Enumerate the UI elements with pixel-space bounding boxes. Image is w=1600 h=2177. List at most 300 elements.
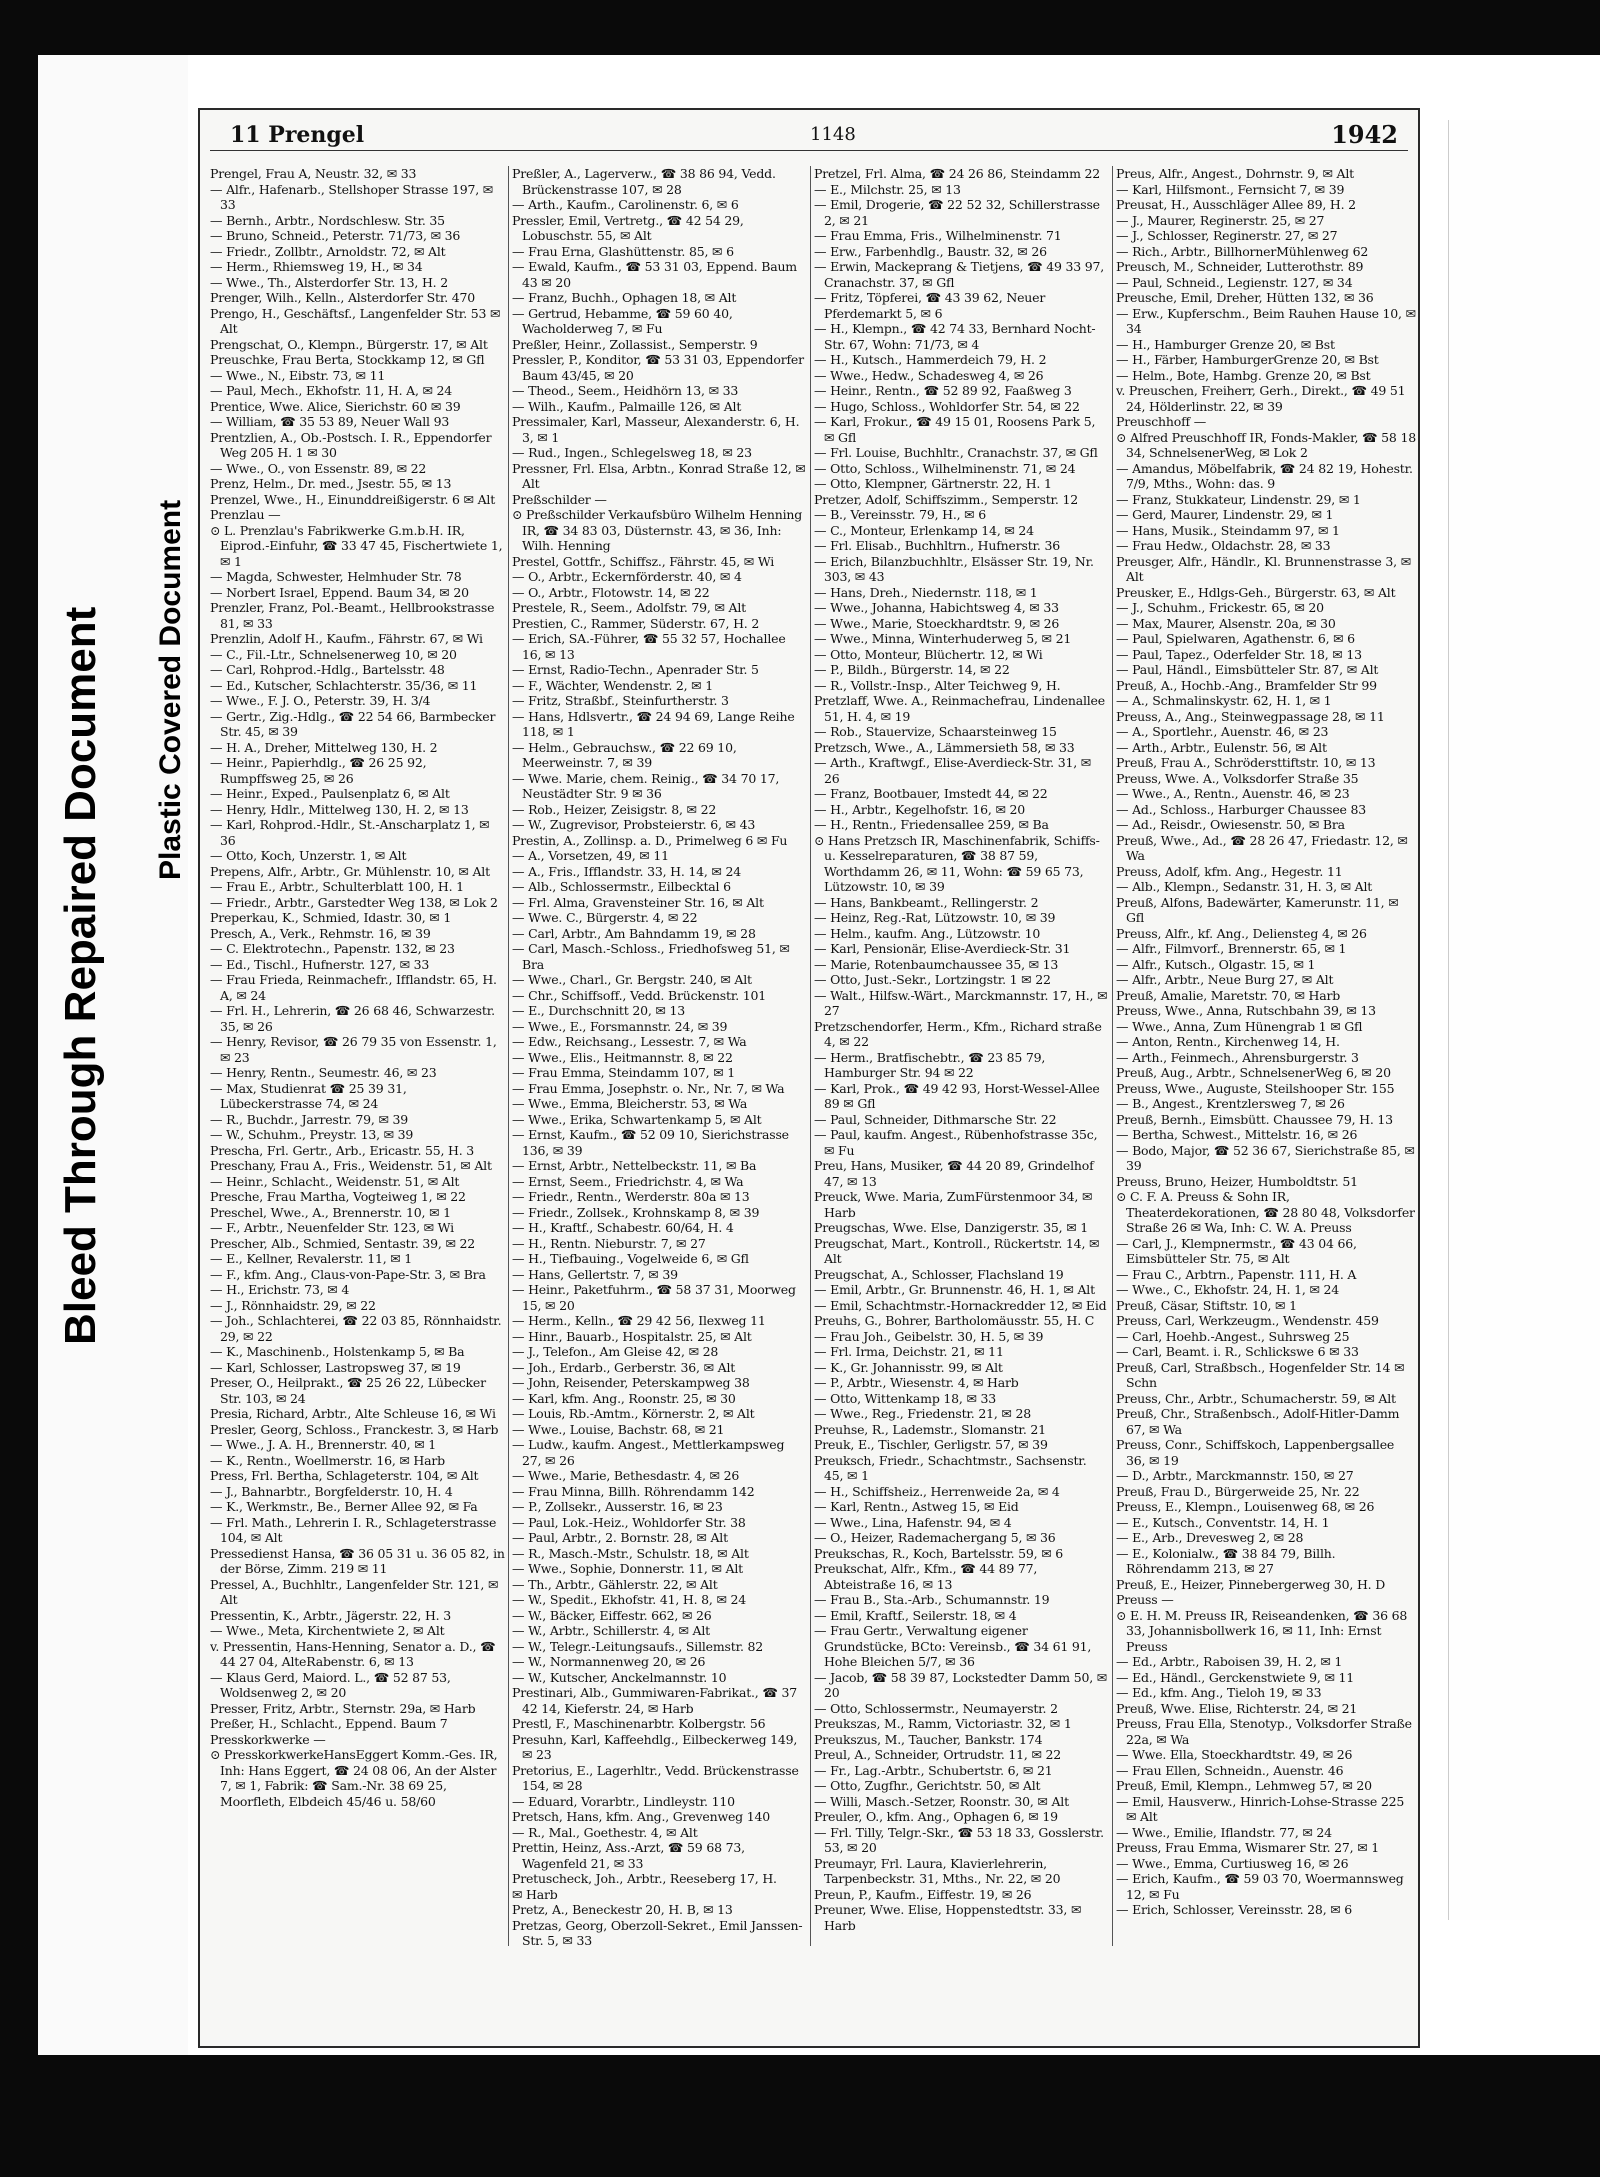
directory-entry: — Frau Emma, Steindamm 107, ✉ 1	[512, 1065, 735, 1080]
directory-entry: Prestl, F., Maschinenarbtr. Kolbergstr. 56	[512, 1716, 766, 1731]
directory-entry: — Wwe., Emilie, Iflandstr. 77, ✉ 24	[1116, 1824, 1332, 1840]
directory-entry: Prestinari, Alb., Gummiwaren-Fabrikat., ☎ 37 42 14, Kieferstr. 24, ✉ Harb	[512, 1685, 797, 1716]
directory-entry: — Rich., Arbtr., BillhornerMühlenweg 62	[1116, 243, 1369, 259]
directory-entry: Preßschilder —	[512, 491, 607, 507]
directory-entry: — W., Arbtr., Schillerstr. 4, ✉ Alt	[512, 1623, 710, 1638]
directory-entry: — Alb., Schlossermstr., Eilbecktal 6	[512, 879, 731, 894]
scan-border-left	[0, 0, 38, 2177]
directory-entry: Preusche, Emil, Dreher, Hütten 132, ✉ 36	[1116, 290, 1374, 305]
directory-entry: v. Preuschen, Freiherr, Gerh., Direkt., ☎ 49 51 24, Hölderlinstr. 22, ✉ 39	[1116, 383, 1406, 414]
page-number: 1148	[810, 124, 856, 145]
directory-entry: — Emil, Kraftf., Seilerstr. 18, ✉ 4	[814, 1607, 1017, 1623]
directory-entry: Preuß, Aug., Arbtr., SchnelsenerWeg 6, ✉ 20	[1116, 1065, 1391, 1080]
directory-entry: — Otto, Klempner, Gärtnerstr. 22, H. 1	[814, 476, 1052, 491]
directory-entry: — Erich, Kaufm., ☎ 59 03 70, Woermannsweg 12, ✉ Fu	[1116, 1871, 1404, 1902]
directory-entry: Preuß, Wwe., Ad., ☎ 28 26 47, Friedastr. 12, ✉ Wa	[1116, 832, 1408, 863]
directory-entry: Preus, Alfr., Angest., Dohrnstr. 9, ✉ Alt	[1116, 166, 1355, 181]
scan-border-top	[38, 0, 1600, 55]
directory-entry: — Ernst, Radio-Techn., Apenrader Str. 5	[512, 662, 759, 677]
directory-entry: — Frl. Alma, Gravensteiner Str. 16, ✉ Alt	[512, 894, 764, 910]
label-repaired: Repaired Document	[56, 606, 105, 1023]
directory-entry: — W., Spedit., Ekhofstr. 41, H. 8, ✉ 24	[512, 1592, 747, 1607]
directory-entry: — H., Hamburger Grenze 20, ✉ Bst	[1116, 336, 1335, 352]
directory-entry: Preuner, Wwe. Elise, Hoppenstedtstr. 33, ✉ Harb	[814, 1902, 1082, 1933]
directory-entry: — Heinr., Paketfuhrm., ☎ 58 37 31, Moorweg 15, ✉ 20	[512, 1282, 796, 1313]
directory-entry: Presser, Fritz, Arbtr., Sternstr. 29a, ✉ Harb	[210, 1700, 476, 1716]
directory-entry: ⊙ E. H. M. Preuss IR, Reiseandenken, ☎ 36 68 33, Johannisbollwerk 16, ✉ 11, Inh: Ernst Preuss	[1116, 1607, 1408, 1654]
directory-entry: — Helm., Gebrauchsw., ☎ 22 69 10, Meerweinstr. 7, ✉ 39	[512, 739, 737, 770]
directory-entry: — Frau E., Arbtr., Schulterblatt 100, H. 1	[210, 879, 464, 894]
directory-entry: — H., Arbtr., Kegelhofstr. 16, ✉ 20	[814, 801, 1026, 817]
directory-entry: — Erw., Farbenhdlg., Baustr. 32, ✉ 26	[814, 243, 1047, 259]
directory-entry: Preuss, Adolf, kfm. Ang., Hegestr. 11	[1116, 863, 1343, 879]
directory-entry: — Arth., Feinmech., Ahrensburgerstr. 3	[1116, 1049, 1359, 1065]
directory-entry: — Wwe., Reg., Friedenstr. 21, ✉ 28	[814, 1406, 1031, 1421]
directory-entry: Pressentin, K., Arbtr., Jägerstr. 22, H. 3	[210, 1607, 451, 1623]
directory-entry: — Paul, Spielwaren, Agathenstr. 6, ✉ 6	[1116, 631, 1355, 646]
directory-entry: — Wwe., E., Forsmannstr. 24, ✉ 39	[512, 1018, 728, 1034]
directory-entry: — Amandus, Möbelfabrik, ☎ 24 82 19, Hohestr. 7/9, Mths., Wohn: das. 9	[1116, 460, 1413, 491]
directory-entry: — H., Kutsch., Hammerdeich 79, H. 2	[814, 352, 1047, 367]
header-left: 11 Prengel	[230, 122, 365, 148]
directory-entry: Pretsch, Hans, kfm. Ang., Grevenweg 140	[512, 1809, 770, 1824]
directory-entry: — O., Heizer, Rademachergang 5, ✉ 36	[814, 1530, 1056, 1545]
directory-entry: Pretzschendorfer, Herm., Kfm., Richard straße 4, ✉ 22	[814, 1018, 1102, 1049]
directory-entry: Pressner, Frl. Elsa, Arbtn., Konrad Straße 12, ✉ Alt	[512, 460, 806, 491]
directory-entry: — Bertha, Schwest., Mittelstr. 16, ✉ 26	[1116, 1127, 1358, 1142]
directory-entry: — Willi, Masch.-Setzer, Roonstr. 30, ✉ Alt	[814, 1793, 1069, 1809]
directory-entry: Press, Frl. Bertha, Schlageterstr. 104, ✉ Alt	[210, 1468, 479, 1483]
directory-entry: — Erich, Bilanzbuchhltr., Elsässer Str. 19, Nr. 303, ✉ 43	[814, 553, 1094, 584]
directory-entry: — B., Angest., Krentzlersweg 7, ✉ 26	[1116, 1096, 1345, 1111]
directory-entry: — Helm., Bote, Hambg. Grenze 20, ✉ Bst	[1116, 367, 1371, 383]
directory-entry: Preukszus, M., Taucher, Bankstr. 174	[814, 1731, 1043, 1747]
directory-entry: — D., Arbtr., Marckmannstr. 150, ✉ 27	[1116, 1468, 1354, 1483]
directory-entry: — E., Kolonialw., ☎ 38 84 79, Billh. Röhrendamm 213, ✉ 27	[1116, 1545, 1336, 1576]
directory-entry: — C., Fil.-Ltr., Schnelsenerweg 10, ✉ 20	[210, 646, 457, 662]
directory-entry: — Heinr., Papierhdlg., ☎ 26 25 92, Rumpffsweg 25, ✉ 26	[210, 755, 427, 786]
directory-entry: — Wwe., Erika, Schwartenkamp 5, ✉ Alt	[512, 1111, 762, 1127]
header-year: 1942	[1331, 120, 1398, 149]
directory-entry: — Herm., Kelln., ☎ 29 42 56, Ilexweg 11	[512, 1313, 766, 1328]
directory-entry: — Theod., Seem., Heidhörn 13, ✉ 33	[512, 383, 739, 398]
directory-entry: Preuß, Bernh., Eimsbütt. Chaussee 79, H. 13	[1116, 1111, 1393, 1127]
directory-entry: — Otto, Schlossermstr., Neumayerstr. 2	[814, 1700, 1058, 1716]
directory-entry: Pressedienst Hansa, ☎ 36 05 31 u. 36 05 82, in der Börse, Zimm. 219 ✉ 11	[210, 1545, 505, 1576]
directory-column-1	[210, 166, 505, 1966]
column-divider	[1112, 166, 1113, 1946]
directory-entry: — Henry, Hdlr., Mittelweg 130, H. 2, ✉ 13	[210, 801, 469, 817]
directory-entry: — Alfr., Filmvorf., Brennerstr. 65, ✉ 1	[1116, 941, 1347, 956]
directory-entry: Presuhn, Karl, Kaffeehdlg., Eilbeckerweg 149, ✉ 23	[512, 1731, 798, 1762]
directory-entry: Prentice, Wwe. Alice, Sierichstr. 60 ✉ 39	[210, 398, 461, 414]
directory-entry: — Frl. H., Lehrerin, ☎ 26 68 46, Schwarzestr. 35, ✉ 26	[210, 1003, 495, 1034]
directory-entry: — Frau Minna, Billh. Röhrendamm 142	[512, 1483, 755, 1499]
directory-entry: Preun, P., Kaufm., Eiffestr. 19, ✉ 26	[814, 1886, 1032, 1902]
column-divider	[508, 166, 509, 1946]
directory-entry: Pretzer, Adolf, Schiffszimm., Semperstr. 12	[814, 491, 1078, 507]
directory-entry: — Henry, Rentn., Seumestr. 46, ✉ 23	[210, 1065, 437, 1080]
directory-entry: — Wwe., Hedw., Schadesweg 4, ✉ 26	[814, 367, 1044, 383]
directory-entry: Preuss, Bruno, Heizer, Humboldtstr. 51	[1116, 1173, 1358, 1189]
directory-entry: — K., Maschinenb., Holstenkamp 5, ✉ Ba	[210, 1344, 465, 1359]
directory-entry: Pretzlaff, Wwe. A., Reinmachefrau, Lindenallee 51, H. 4, ✉ 19	[814, 693, 1105, 724]
directory-entry: Preuschke, Frau Berta, Stockkamp 12, ✉ Gfl	[210, 352, 485, 367]
directory-entry: — Ed., kfm. Ang., Tieloh 19, ✉ 33	[1116, 1685, 1322, 1700]
directory-entry: — R., Buchdr., Jarrestr. 79, ✉ 39	[210, 1111, 409, 1127]
directory-entry: — F., Wächter, Wendenstr. 2, ✉ 1	[512, 677, 713, 693]
directory-entry: — Frl. Irma, Deichstr. 21, ✉ 11	[814, 1344, 1004, 1359]
directory-column-2	[512, 166, 807, 1966]
directory-entry: — Wwe., Marie, Bethesdastr. 4, ✉ 26	[512, 1468, 740, 1483]
directory-entry: — John, Reisender, Peterskampweg 38	[512, 1375, 750, 1390]
directory-entry: ⊙ C. F. A. Preuss & Sohn IR, Theaterdekorationen, ☎ 28 80 48, Volksdorfer Straße 26 ✉ Wa, Inh: C. W. A. Preuss	[1116, 1189, 1415, 1235]
directory-entry: Preuss, Conr., Schiffskoch, Lappenbergsallee 36, ✉ 19	[1116, 1437, 1395, 1468]
directory-entry: — Arth., Kaufm., Carolinenstr. 6, ✉ 6	[512, 197, 739, 212]
directory-entry: — Helm., kaufm. Ang., Lützowstr. 10	[814, 925, 1041, 941]
directory-entry: Preugschat, Mart., Kontroll., Rückertstr. 14, ✉ Alt	[814, 1235, 1100, 1266]
directory-entry: Prepens, Alfr., Arbtr., Gr. Mühlenstr. 10, ✉ Alt	[210, 863, 490, 879]
directory-entry: — Wwe., Th., Alsterdorfer Str. 13, H. 2	[210, 274, 448, 290]
directory-entry: — W., Bäcker, Eiffestr. 662, ✉ 26	[512, 1607, 712, 1623]
directory-entry: Prenzler, Franz, Pol.-Beamt., Hellbrookstrasse 81, ✉ 33	[210, 600, 495, 631]
directory-entry: — H., Färber, HamburgerGrenze 20, ✉ Bst	[1116, 352, 1379, 367]
directory-entry: Preuk, E., Tischler, Gerligstr. 57, ✉ 39	[814, 1437, 1048, 1452]
directory-entry: — Ed., Kutscher, Schlachterstr. 35/36, ✉ 11	[210, 677, 478, 693]
directory-entry: Preukszas, M., Ramm, Victoriastr. 32, ✉ 1	[814, 1716, 1072, 1731]
directory-entry: Pressimaler, Karl, Masseur, Alexanderstr. 6, H. 3, ✉ 1	[512, 414, 800, 445]
directory-entry: — H., Tiefbauing., Vogelweide 6, ✉ Gfl	[512, 1251, 749, 1266]
directory-entry: — Frau Joh., Geibelstr. 30, H. 5, ✉ 39	[814, 1328, 1044, 1344]
directory-entry: — Ernst, Arbtr., Nettelbeckstr. 11, ✉ Ba	[512, 1158, 757, 1173]
directory-entry: — Hans, Hdlsvertr., ☎ 24 94 69, Lange Reihe 118, ✉ 1	[512, 708, 795, 739]
directory-entry: — Marie, Rotenbaumchaussee 35, ✉ 13	[814, 956, 1059, 972]
directory-entry: Pretorius, E., Lagerhltr., Vedd. Brückenstrasse 154, ✉ 28	[512, 1762, 799, 1793]
directory-entry: — Paul, Lok.-Heiz., Wohldorfer Str. 38	[512, 1514, 746, 1530]
directory-entry: Prentzlien, A., Ob.-Postsch. I. R., Eppendorfer Weg 205 H. 1 ✉ 30	[210, 429, 492, 460]
directory-entry: — J., Bahnarbtr., Borgfelderstr. 10, H. 4	[210, 1483, 453, 1499]
directory-entry: — Frau Erna, Glashüttenstr. 85, ✉ 6	[512, 243, 734, 259]
directory-entry: — Karl, Rohprod.-Hdlr., St.-Anscharplatz 1, ✉ 36	[210, 817, 490, 848]
directory-entry: Preuß, Amalie, Maretstr. 70, ✉ Harb	[1116, 987, 1341, 1003]
directory-entry: — F., kfm. Ang., Claus-von-Pape-Str. 3, ✉ Bra	[210, 1266, 486, 1282]
directory-entry: — Wwe., J. A. H., Brennerstr. 40, ✉ 1	[210, 1437, 436, 1452]
directory-entry: — Magda, Schwester, Helmhuder Str. 78	[210, 569, 462, 584]
directory-entry: Prestele, R., Seem., Adolfstr. 79, ✉ Alt	[512, 600, 746, 615]
adjacent-page-edge	[1448, 120, 1600, 1920]
directory-entry: — Karl, Schlosser, Lastropsweg 37, ✉ 19	[210, 1359, 461, 1375]
directory-entry: — P., Bildh., Bürgerstr. 14, ✉ 22	[814, 662, 1010, 677]
directory-entry: — Wwe. Marie, chem. Reinig., ☎ 34 70 17, Neustädter Str. 9 ✉ 36	[512, 770, 780, 801]
directory-entry: — Paul, Tapez., Oderfelder Str. 18, ✉ 13	[1116, 646, 1362, 662]
directory-entry: — Alfr., Hafenarb., Stellshoper Strasse 197, ✉ 33	[210, 181, 494, 212]
directory-entry: — Rud., Ingen., Schlegelsweg 18, ✉ 23	[512, 445, 752, 460]
directory-entry: ✉ Harb	[512, 1886, 558, 1902]
directory-entry: Preperkau, K., Schmied, Idastr. 30, ✉ 1	[210, 910, 452, 925]
directory-entry: ⊙ Preßschilder Verkaufsbüro Wilhelm Henning IR, ☎ 34 83 03, Düsternstr. 43, ✉ 36, Inh: Wilh. Henning	[512, 507, 803, 553]
column-divider	[810, 166, 811, 1946]
directory-entry: — Paul, Händl., Eimsbütteler Str. 87, ✉ Alt	[1116, 662, 1379, 677]
scan-border-bottom	[38, 2055, 1600, 2177]
directory-entry: Presia, Richard, Arbtr., Alte Schleuse 16, ✉ Wi	[210, 1406, 496, 1421]
directory-entry: Preuß, Alfons, Badewärter, Kamerunstr. 11, ✉ Gfl	[1116, 894, 1399, 925]
directory-entry: — Emil, Drogerie, ☎ 22 52 32, Schillerstrasse 2, ✉ 21	[814, 197, 1100, 228]
directory-entry: — Hugo, Schloss., Wohldorfer Str. 54, ✉ 22	[814, 398, 1080, 414]
directory-entry: — Frl. Math., Lehrerin I. R., Schlageterstrasse 104, ✉ Alt	[210, 1514, 497, 1545]
directory-entry: Pretzas, Georg, Oberzoll-Sekret., Emil Janssen-Str. 5, ✉ 33	[512, 1917, 803, 1948]
directory-entry: — Arth., Arbtr., Eulenstr. 56, ✉ Alt	[1116, 739, 1327, 755]
directory-entry: Preuss —	[1116, 1592, 1174, 1607]
directory-entry: Preusger, Alfr., Händlr., Kl. Brunnenstrasse 3, ✉ Alt	[1116, 553, 1411, 584]
directory-entry: — Max, Studienrat ☎ 25 39 31, Lübeckerstrasse 74, ✉ 24	[210, 1080, 407, 1111]
directory-entry: — Gertr., Zig.-Hdlg., ☎ 22 54 66, Barmbecker Str. 45, ✉ 39	[210, 708, 496, 739]
directory-entry: — F., Arbtr., Neuenfelder Str. 123, ✉ Wi	[210, 1220, 454, 1235]
directory-entry: Prenger, Wilh., Kelln., Alsterdorfer Str. 470	[210, 290, 476, 305]
directory-entry: — Heinr., Exped., Paulsenplatz 6, ✉ Alt	[210, 786, 450, 801]
directory-entry: — Karl, Frokur., ☎ 49 15 01, Roosens Park 5, ✉ Gfl	[814, 414, 1096, 445]
directory-entry: — Carl, Masch.-Schloss., Friedhofsweg 51, ✉ Bra	[512, 941, 790, 972]
directory-entry: — Wwe., Charl., Gr. Bergstr. 240, ✉ Alt	[512, 972, 752, 987]
directory-entry: Preuksch, Friedr., Schachtmstr., Sachsenstr. 45, ✉ 1	[814, 1452, 1087, 1483]
directory-entry: — H., Schiffsheiz., Herrenweide 2a, ✉ 4	[814, 1483, 1060, 1499]
directory-entry: Preuss, Alfr., kf. Ang., Deliensteg 4, ✉ 26	[1116, 925, 1367, 941]
directory-column-3	[814, 166, 1109, 1966]
directory-entry: — Frau C., Arbtrn., Papenstr. 111, H. A	[1116, 1266, 1357, 1282]
label-bleed-through: Bleed Through	[56, 1034, 105, 1345]
directory-entry: Presskorkwerke —	[210, 1731, 326, 1747]
directory-entry: Preusch, M., Schneider, Lutterothstr. 89	[1116, 259, 1364, 274]
directory-entry: Prenzlin, Adolf H., Kaufm., Fährstr. 67, ✉ Wi	[210, 631, 483, 646]
directory-entry: Prestien, C., Rammer, Süderstr. 67, H. 2	[512, 615, 760, 631]
directory-entry: Preuss, Wwe. A., Volksdorfer Straße 35	[1116, 770, 1359, 786]
directory-entry: — Otto, Schloss., Wilhelminenstr. 71, ✉ 24	[814, 460, 1076, 476]
directory-entry: — Anton, Rentn., Kirchenweg 14, H.	[1116, 1034, 1340, 1049]
directory-entry: — E., Arb., Drevesweg 2, ✉ 28	[1116, 1530, 1304, 1545]
directory-entry: Pressler, P., Konditor, ☎ 53 31 03, Eppendorfer Baum 43/45, ✉ 20	[512, 352, 804, 383]
directory-entry: — Frau Frieda, Reinmachefr., Ifflandstr. 65, H. A, ✉ 24	[210, 972, 497, 1003]
directory-entry: — Karl, Prok., ☎ 49 42 93, Horst-Wessel-Allee 89 ✉ Gfl	[814, 1080, 1100, 1111]
directory-entry: — Fritz, Töpferei, ☎ 43 39 62, Neuer Pferdemarkt 5, ✉ 6	[814, 290, 1046, 321]
directory-entry: — Wwe., Minna, Winterhuderweg 5, ✉ 21	[814, 631, 1072, 646]
directory-entry: — Joh., Schlachterei, ☎ 22 03 85, Rönnhaidstr. 29, ✉ 22	[210, 1313, 502, 1344]
directory-entry: — Paul, Arbtr., 2. Bornstr. 28, ✉ Alt	[512, 1530, 728, 1545]
directory-entry: — Hinr., Bauarb., Hospitalstr. 25, ✉ Alt	[512, 1328, 752, 1344]
directory-entry: — Jacob, ☎ 58 39 87, Lockstedter Damm 50, ✉ 20	[814, 1669, 1108, 1700]
directory-entry: Preßler, A., Lagerverw., ☎ 38 86 94, Vedd. Brückenstrasse 107, ✉ 28	[512, 166, 776, 197]
directory-entry: — E., Milchstr. 25, ✉ 13	[814, 181, 961, 197]
directory-entry: — K., Gr. Johannisstr. 99, ✉ Alt	[814, 1359, 1003, 1375]
directory-entry: — Frau Emma, Josephstr. o. Nr., Nr. 7, ✉ Wa	[512, 1080, 785, 1096]
directory-entry: — E., Durchschnitt 20, ✉ 13	[512, 1003, 685, 1018]
directory-entry: — Erich, Schlosser, Vereinsstr. 28, ✉ 6	[1116, 1902, 1353, 1917]
directory-entry: — Karl, Hilfsmont., Fernsicht 7, ✉ 39	[1116, 181, 1345, 197]
directory-entry: Preuschhoff —	[1116, 414, 1207, 429]
directory-entry: — W., Normannenweg 20, ✉ 26	[512, 1654, 706, 1669]
directory-entry: — Eduard, Vorarbtr., Lindleystr. 110	[512, 1793, 735, 1809]
directory-entry: — William, ☎ 35 53 89, Neuer Wall 93	[210, 414, 450, 429]
directory-entry: Prescher, Alb., Schmied, Sentastr. 39, ✉ 22	[210, 1235, 476, 1251]
directory-entry: — Gerd, Maurer, Lindenstr. 29, ✉ 1	[1116, 507, 1334, 522]
directory-entry: — Carl, J., Klempnermstr., ☎ 43 04 66, Eimsbütteler Str. 75, ✉ Alt	[1116, 1235, 1357, 1266]
directory-entry: — H., Erichstr. 73, ✉ 4	[210, 1282, 350, 1297]
directory-entry: — Walt., Hilfsw.-Wärt., Marckmannstr. 17, H., ✉ 27	[814, 987, 1108, 1018]
directory-entry: Presler, Georg, Schloss., Franckestr. 3, ✉ Harb	[210, 1421, 499, 1437]
directory-entry: — Wwe., Meta, Kirchentwiete 2, ✉ Alt	[210, 1623, 445, 1638]
directory-entry: Preu, Hans, Musiker, ☎ 44 20 89, Grindelhof 47, ✉ 13	[814, 1158, 1094, 1189]
directory-entry: — Otto, Zugfhr., Gerichtstr. 50, ✉ Alt	[814, 1778, 1041, 1793]
directory-entry: — Klaus Gerd, Maiord. L., ☎ 52 87 53, Woldsenweg 2, ✉ 20	[210, 1669, 451, 1700]
directory-entry: — Paul, Mech., Ekhofstr. 11, H. A, ✉ 24	[210, 383, 453, 398]
directory-entry: — Franz, Stukkateur, Lindenstr. 29, ✉ 1	[1116, 491, 1361, 507]
directory-entry: Presche, Frau Martha, Vogteiweg 1, ✉ 22	[210, 1189, 466, 1204]
directory-entry: — Erwin, Mackeprang & Tietjens, ☎ 49 33 97, Cranachstr. 37, ✉ Gfl	[814, 259, 1105, 290]
directory-entry: Preuhse, R., Lademstr., Slomanstr. 21	[814, 1421, 1046, 1437]
directory-entry: Prengo, H., Geschäftsf., Langenfelder Str. 53 ✉ Alt	[210, 305, 501, 336]
directory-entry: — Franz, Buchh., Ophagen 18, ✉ Alt	[512, 290, 737, 305]
directory-entry: Preukschat, Alfr., Kfm., ☎ 44 89 77, Abteistraße 16, ✉ 13	[814, 1561, 1038, 1592]
directory-entry: — O., Arbtr., Eckernförderstr. 40, ✉ 4	[512, 569, 742, 584]
directory-entry: — Joh., Erdarb., Gerberstr. 36, ✉ Alt	[512, 1359, 736, 1375]
directory-entry: — A., Vorsetzen, 49, ✉ 11	[512, 848, 669, 863]
directory-entry: Prengschat, O., Klempn., Bürgerstr. 17, ✉ Alt	[210, 336, 488, 352]
directory-entry: Preuß, Cäsar, Stiftstr. 10, ✉ 1	[1116, 1297, 1297, 1313]
directory-entry: ⊙ PresskorkwerkeHansEggert Komm.-Ges. IR, Inh: Hans Eggert, ☎ 24 08 06, An der Alster 7, ✉ 1, Fabrik: ☎ Sam.-Nr. 38 69 25, Moorfleth, Elbdeich 45/46 u. 58/60	[210, 1747, 498, 1809]
directory-entry: — Ewald, Kaufm., ☎ 53 31 03, Eppend. Baum 43 ✉ 20	[512, 259, 797, 290]
directory-entry: Prengel, Frau A, Neustr. 32, ✉ 33	[210, 166, 417, 181]
directory-entry: — Frau Gertr., Verwaltung eigener Grundstücke, BCto: Vereinsb., ☎ 34 61 91, Hohe Bleichen 5/7, ✉ 36	[814, 1623, 1092, 1669]
directory-entry: Pretz, A., Beneckestr 20, H. B, ✉ 13	[512, 1902, 733, 1917]
directory-entry: Preumayr, Frl. Laura, Klavierlehrerin, Tarpenbeckstr. 31, Mths., Nr. 22, ✉ 20	[814, 1855, 1061, 1886]
directory-entry: — Heinr., Schlacht., Weidenstr. 51, ✉ Alt	[210, 1173, 460, 1189]
directory-entry: — Hans, Bankbeamt., Rellingerstr. 2	[814, 894, 1039, 910]
directory-entry: — Louis, Rb.-Amtm., Körnerstr. 2, ✉ Alt	[512, 1406, 755, 1421]
directory-entry: — Alfr., Kutsch., Olgastr. 15, ✉ 1	[1116, 956, 1316, 972]
directory-entry: — Henry, Revisor, ☎ 26 79 35 von Essenstr. 1, ✉ 23	[210, 1034, 497, 1065]
directory-entry: — Hans, Musik., Steindamm 97, ✉ 1	[1116, 522, 1340, 538]
directory-entry: — Karl, Rentn., Astweg 15, ✉ Eid	[814, 1499, 1019, 1514]
directory-column-4	[1116, 166, 1416, 1966]
directory-entry: — Herm., Rhiemsweg 19, H., ✉ 34	[210, 259, 423, 274]
directory-entry: Preuler, O., kfm. Ang., Ophagen 6, ✉ 19	[814, 1809, 1058, 1824]
directory-entry: — C. Elektrotechn., Papenstr. 132, ✉ 23	[210, 941, 455, 956]
directory-entry: — W., Zugrevisor, Probsteierstr. 6, ✉ 43	[512, 817, 756, 832]
directory-entry: Prenz, Helm., Dr. med., Jsestr. 55, ✉ 13	[210, 476, 452, 491]
directory-entry: Preuhs, G., Bohrer, Bartholomäusstr. 55, H. C	[814, 1313, 1095, 1328]
directory-entry: — Carl, Arbtr., Am Bahndamm 19, ✉ 28	[512, 925, 756, 941]
directory-entry: — E., Kutsch., Conventstr. 14, H. 1	[1116, 1514, 1330, 1530]
directory-entry: — Ad., Schloss., Harburger Chaussee 83	[1116, 801, 1367, 817]
directory-entry: Preuck, Wwe. Maria, ZumFürstenmoor 34, ✉ Harb	[814, 1189, 1093, 1220]
directory-entry: — K., Rentn., Woellmerstr. 16, ✉ Harb	[210, 1452, 445, 1468]
directory-entry: Preugschat, A., Schlosser, Flachsland 19	[814, 1266, 1064, 1282]
directory-entry: — P., Zollsekr., Ausserstr. 16, ✉ 23	[512, 1499, 723, 1514]
directory-entry: — R., Mal., Goethestr. 4, ✉ Alt	[512, 1824, 698, 1840]
directory-entry: — Chr., Schiffsoff., Vedd. Brückenstr. 101	[512, 987, 767, 1003]
directory-entry: — Alb., Klempn., Sedanstr. 31, H. 3, ✉ Alt	[1116, 879, 1373, 894]
directory-entry: — Hans, Dreh., Niedernstr. 118, ✉ 1	[814, 584, 1038, 600]
directory-entry: — Ernst, Kaufm., ☎ 52 09 10, Sierichstrasse 136, ✉ 39	[512, 1127, 789, 1158]
directory-entry: Preusat, H., Ausschläger Allee 89, H. 2	[1116, 197, 1356, 212]
directory-entry: — Friedr., Zollsek., Krohnskamp 8, ✉ 39	[512, 1204, 760, 1220]
directory-entry: — Frau B., Sta.-Arb., Schumannstr. 19	[814, 1592, 1050, 1607]
directory-entry: — Wwe. C., Bürgerstr. 4, ✉ 22	[512, 910, 698, 925]
directory-page	[198, 108, 1420, 2048]
directory-entry: — Heinz, Reg.-Rat, Lützowstr. 10, ✉ 39	[814, 910, 1056, 925]
directory-entry: — Max, Maurer, Alsenstr. 20a, ✉ 30	[1116, 615, 1336, 631]
directory-entry: — Wwe., C., Ekhofstr. 24, H. 1, ✉ 24	[1116, 1282, 1340, 1297]
directory-entry: — K., Werkmstr., Be., Berner Allee 92, ✉ Fa	[210, 1499, 478, 1514]
directory-entry: — Karl, Pensionär, Elise-Averdieck-Str. 31	[814, 941, 1071, 956]
directory-entry: — A., Schmalinskystr. 62, H. 1, ✉ 1	[1116, 693, 1332, 708]
directory-entry: — J., Telefon., Am Gleise 42, ✉ 28	[512, 1344, 719, 1359]
directory-entry: — Frl. Tilly, Telgr.-Skr., ☎ 53 18 33, Gosslerstr. 53, ✉ 20	[814, 1824, 1104, 1855]
directory-entry: — Carl, Rohprod.-Hdlg., Bartelsstr. 48	[210, 662, 445, 677]
directory-entry: — Ed., Arbtr., Raboisen 39, H. 2, ✉ 1	[1116, 1654, 1343, 1669]
directory-entry: Prestel, Gottfr., Schiffsz., Fährstr. 45, ✉ Wi	[512, 553, 775, 569]
directory-entry: — Friedr., Zollbtr., Arnoldstr. 72, ✉ Alt	[210, 243, 446, 259]
directory-entry: — R., Masch.-Mstr., Schulstr. 18, ✉ Alt	[512, 1545, 749, 1561]
directory-entry: — J., Rönnhaidstr. 29, ✉ 22	[210, 1297, 376, 1313]
directory-entry: — C., Monteur, Erlenkamp 14, ✉ 24	[814, 522, 1034, 538]
directory-entry: — Hans, Gellertstr. 7, ✉ 39	[512, 1266, 678, 1282]
label-plastic-covered: Plastic Covered Document	[154, 499, 187, 880]
directory-entry: — Frau Emma, Fris., Wilhelminenstr. 71	[814, 228, 1062, 243]
directory-entry: — Wwe., A., Rentn., Auenstr. 46, ✉ 23	[1116, 786, 1350, 801]
directory-entry: Preuß, Emil, Klempn., Lehmweg 57, ✉ 20	[1116, 1778, 1372, 1793]
directory-entry: — Carl, Hoehb.-Angest., Suhrsweg 25	[1116, 1328, 1350, 1344]
directory-entry: Preul, A., Schneider, Ortrudstr. 11, ✉ 22	[814, 1747, 1062, 1762]
directory-entry: Prescha, Frl. Gertr., Arb., Ericastr. 55, H. 3	[210, 1142, 475, 1158]
directory-entry: — Ed., Händl., Gerckenstwiete 9, ✉ 11	[1116, 1669, 1355, 1685]
directory-entry: — Erw., Kupferschm., Beim Rauhen Hause 10, ✉ 34	[1116, 305, 1416, 336]
directory-entry: — Fr., Lag.-Arbtr., Schubertstr. 6, ✉ 21	[814, 1762, 1053, 1778]
directory-entry: Prenzel, Wwe., H., Einunddreißigerstr. 6 ✉ Alt	[210, 491, 496, 507]
directory-entry: — Franz, Bootbauer, Imstedt 44, ✉ 22	[814, 786, 1048, 801]
directory-entry: — Friedr., Arbtr., Garstedter Weg 138, ✉ Lok 2	[210, 894, 498, 910]
directory-entry: — Ludw., kaufm. Angest., Mettlerkampsweg 27, ✉ 26	[512, 1437, 785, 1468]
label-bleed-repaired	[56, 607, 106, 1345]
directory-entry: Preuss, Frau Emma, Wismarer Str. 27, ✉ 1	[1116, 1840, 1380, 1855]
directory-entry: Preusker, E., Hdlgs-Geh., Bürgerstr. 63, ✉ Alt	[1116, 584, 1396, 600]
directory-entry: Preuß, E., Heizer, Pinnebergerweg 30, H. D	[1116, 1576, 1386, 1592]
directory-entry: — Edw., Reichsang., Lessestr. 7, ✉ Wa	[512, 1034, 747, 1049]
directory-entry: Preuß, Frau A., Schrödersttiftstr. 10, ✉ 13	[1116, 755, 1376, 770]
directory-entry: Preuss, Wwe., Anna, Rutschbahn 39, ✉ 13	[1116, 1003, 1376, 1018]
directory-entry: — W., Schuhm., Preystr. 13, ✉ 39	[210, 1127, 414, 1142]
directory-entry: Prettin, Heinz, Ass.-Arzt, ☎ 59 68 73, Wagenfeld 21, ✉ 33	[512, 1840, 745, 1871]
directory-entry: Preßer, H., Schlacht., Eppend. Baum 7	[210, 1716, 448, 1731]
directory-entry: — R., Vollstr.-Insp., Alter Teichweg 9, H.	[814, 677, 1061, 693]
directory-entry: — A., Sportlehr., Auenstr. 46, ✉ 23	[1116, 724, 1329, 739]
directory-entry: — Emil, Schachtmstr.-Hornackredder 12, ✉ Eid	[814, 1297, 1107, 1313]
directory-entry: — W., Telegr.-Leitungsaufs., Sillemstr. 82	[512, 1638, 764, 1654]
directory-entry: — Wwe., Emma, Curtiusweg 16, ✉ 26	[1116, 1855, 1349, 1871]
directory-entry: — Wwe., Sophie, Donnerstr. 11, ✉ Alt	[512, 1561, 743, 1576]
directory-entry: — Wwe., Marie, Stoeckhardtstr. 9, ✉ 26	[814, 615, 1060, 631]
directory-entry: — H., Rentn. Nieburstr. 7, ✉ 27	[512, 1235, 706, 1251]
directory-entry: Preuß, Frau D., Bürgerweide 25, Nr. 22	[1116, 1483, 1360, 1499]
directory-entry: — Friedr., Rentn., Werderstr. 80a ✉ 13	[512, 1189, 750, 1204]
directory-entry: — Otto, Koch, Unzerstr. 1, ✉ Alt	[210, 848, 407, 863]
directory-entry: — Th., Arbtr., Gählerstr. 22, ✉ Alt	[512, 1576, 718, 1592]
directory-entry: Preuss, Wwe., Auguste, Steilshooper Str. 155	[1116, 1080, 1395, 1096]
directory-entry: — Otto, Wittenkamp 18, ✉ 33	[814, 1390, 997, 1406]
directory-entry: — Wwe., Johanna, Habichtsweg 4, ✉ 33	[814, 600, 1059, 615]
directory-entry: ⊙ L. Prenzlau's Fabrikwerke G.m.b.H. IR, Eiprod.-Einfuhr, ☎ 33 47 45, Fischertwiete 1, ✉ 1	[210, 522, 503, 569]
directory-entry: — E., Kellner, Revalerstr. 11, ✉ 1	[210, 1251, 413, 1266]
directory-entry: — Wwe., F. J. O., Peterstr. 39, H. 3/4	[210, 693, 431, 708]
directory-entry: — Paul, kaufm. Angest., Rübenhofstrasse 35c, ✉ Fu	[814, 1127, 1098, 1158]
